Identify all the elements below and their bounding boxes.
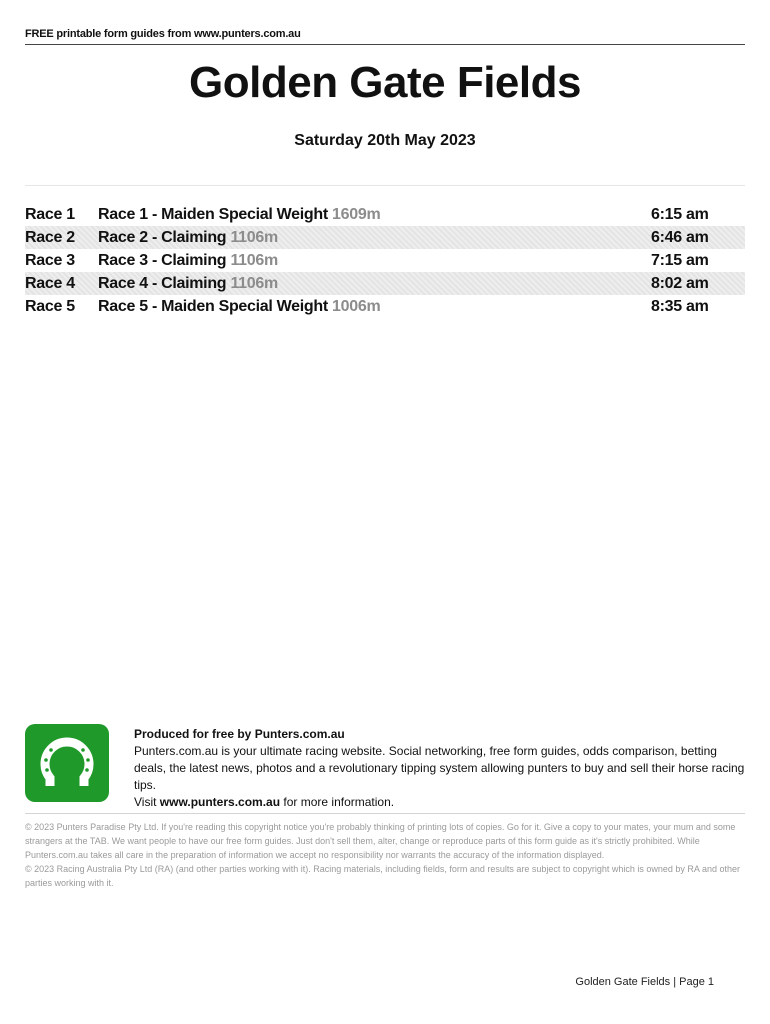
race-distance: 1106m (230, 274, 278, 292)
race-title (98, 229, 651, 247)
race-time: 6:46 am (651, 228, 709, 246)
race-distance: 1609m (332, 205, 381, 223)
race-title (98, 252, 651, 270)
visit-suffix: for more information. (283, 795, 395, 809)
race-distance: 1106m (230, 251, 278, 269)
race-name: Race 4 - Claiming (98, 274, 227, 292)
race-list (25, 203, 745, 318)
produced-by-section (134, 726, 746, 811)
race-time: 7:15 am (651, 251, 709, 269)
produced-description: Punters.com.au is your ultimate racing website. Social networking, free form guides, odds comparison, betting deals, the latest news, photos and a revolutionary tipping system allowing punters to buy and sell their horse racing tips. (134, 744, 745, 792)
produced-visit (134, 794, 746, 811)
footer-divider (25, 813, 745, 814)
race-name: Race 3 - Claiming (98, 251, 227, 269)
produced-title: Produced for free by Punters.com.au (134, 727, 345, 741)
race-number: Race 2 (25, 228, 75, 246)
race-title (98, 298, 651, 316)
race-number: Race 1 (25, 205, 75, 223)
race-distance: 1006m (332, 297, 381, 315)
race-name: Race 5 - Maiden Special Weight (98, 297, 328, 315)
race-distance: 1106m (230, 228, 278, 246)
race-number: Race 5 (25, 297, 75, 315)
copyright-notice (25, 820, 747, 890)
race-name: Race 1 - Maiden Special Weight (98, 205, 328, 223)
race-name: Race 2 - Claiming (98, 228, 227, 246)
header-note: FREE printable form guides from www.punters.com.au (25, 28, 301, 40)
punters-link[interactable]: www.punters.com.au (159, 795, 281, 809)
page-footer: Golden Gate Fields | Page 1 (575, 976, 714, 988)
header-divider (25, 44, 745, 45)
race-row (25, 226, 745, 249)
punters-logo (25, 724, 109, 802)
race-time: 8:35 am (651, 297, 709, 315)
race-title (98, 275, 651, 293)
race-time: 8:02 am (651, 274, 709, 292)
race-row (25, 272, 745, 295)
race-row (25, 295, 745, 318)
race-row (25, 249, 745, 272)
race-date: Saturday 20th May 2023 (294, 132, 476, 149)
visit-prefix: Visit (134, 795, 157, 809)
page-title: Golden Gate Fields (189, 58, 581, 107)
race-number: Race 4 (25, 274, 75, 292)
copyright-punters: © 2023 Punters Paradise Pty Ltd. If you're reading this copyright notice you're probably thinking of printing lots of copies. Go for it. Give a copy to your mates, your mum and some strangers at the TAB. We want people to have our free form guides. Just don't sell them, alter, change or reproduce parts of this form guide as it's strictly prohibited. While Punters.com.au takes all care in the preparation of information we accept no responsibility nor warrants the accuracy of the information displayed. (25, 822, 736, 860)
copyright-racing-australia: © 2023 Racing Australia Pty Ltd (RA) (and other parties working with it). Racing materials, including fields, form and results are subject to copyright which is owned by RA and other parties working with it. (25, 864, 740, 888)
race-number: Race 3 (25, 251, 75, 269)
horseshoe-icon (25, 724, 109, 802)
title-divider (25, 185, 745, 186)
race-row (25, 203, 745, 226)
race-title (98, 206, 651, 224)
race-time: 6:15 am (651, 205, 709, 223)
